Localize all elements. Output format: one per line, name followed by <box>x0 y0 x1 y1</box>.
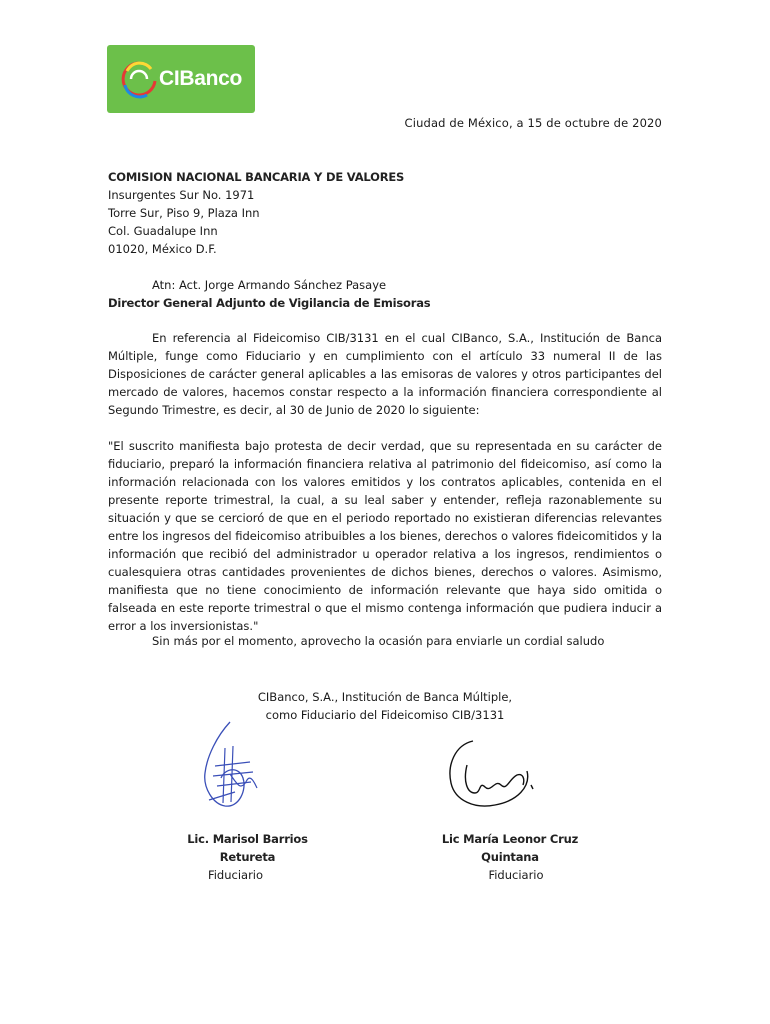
company-line-2: como Fiduciario del Fideicomiso CIB/3131 <box>265 708 505 722</box>
address-line: Insurgentes Sur No. 1971 <box>108 188 255 202</box>
body-paragraph-2: "El suscrito manifiesta bajo protesta de decir verdad, que su representada en su carácter de fiduciario, preparó la información financiera relativa al patrimonio del fideicomiso, así como la información relacionada con los valores emitidos y los contratos aplicables, contenida en el presente reporte trimestral, la cual, a su leal saber y entender, refleja razonablemente su situación y que se cercioró de que en el periodo reportado no existieran diferencias relevantes entre los ingresos del fideicomiso atribuibles a los bienes, derechos o valores fideicomitidos y la información que recibió del administrador u operador relativa a los ingresos, rendimientos o cualesquiera otras cantidades provenientes de dichos bienes, derechos o valores. Asimismo, manifiesta que no tiene conocimiento de información relevante que haya sido omitida o falseada en este reporte trimestral o que el mismo contenga información que pudiera inducir a error a los inversionistas." <box>108 439 662 633</box>
address-line: Torre Sur, Piso 9, Plaza Inn <box>108 206 260 220</box>
logo-swirl-icon <box>117 57 161 101</box>
signer-role: Fiduciario <box>207 868 264 882</box>
company-line-1: CIBanco, S.A., Institución de Banca Múltiple, <box>257 690 513 704</box>
address-line: 01020, México D.F. <box>108 242 217 256</box>
signer-1 <box>160 830 335 884</box>
signer-role: Fiduciario <box>488 868 544 882</box>
cibanco-logo <box>107 45 255 113</box>
letter-date: Ciudad de México, a 15 de octubre de 2020 <box>404 116 662 130</box>
address-line: Col. Guadalupe Inn <box>108 224 218 238</box>
signer-name: Lic María Leonor Cruz Quintana <box>441 832 579 864</box>
attention-line: Atn: Act. Jorge Armando Sánchez Pasaye <box>152 278 387 292</box>
body-paragraph-1: En referencia al Fideicomiso CIB/3131 en el cual CIBanco, S.A., Institución de Banca Múltiple, funge como Fiduciario y en cumplimiento con el artículo 33 numeral II de las Disposiciones de carácter general aplicables a las emisoras de valores y otros participantes del mercado de valores, hacemos constar respecto a la información financiera correspondiente al Segundo Trimestre, es decir, al 30 de Junio de 2020 lo siguiente: <box>108 331 662 417</box>
logo-wordmark: CIBanco <box>159 67 243 90</box>
signature-2-image <box>445 735 545 815</box>
signer-2 <box>420 830 600 884</box>
attention-title: Director General Adjunto de Vigilancia de Emisoras <box>108 296 431 310</box>
recipient-address <box>108 168 404 258</box>
signature-1-image <box>195 718 265 813</box>
signature-company-block <box>0 688 770 724</box>
attention-block <box>108 276 430 312</box>
recipient-institution: COMISION NACIONAL BANCARIA Y DE VALORES <box>108 170 405 184</box>
signer-name: Lic. Marisol Barrios Retureta <box>187 832 308 864</box>
closing-paragraph: Sin más por el momento, aprovecho la ocasión para enviarle un cordial saludo <box>152 634 605 648</box>
